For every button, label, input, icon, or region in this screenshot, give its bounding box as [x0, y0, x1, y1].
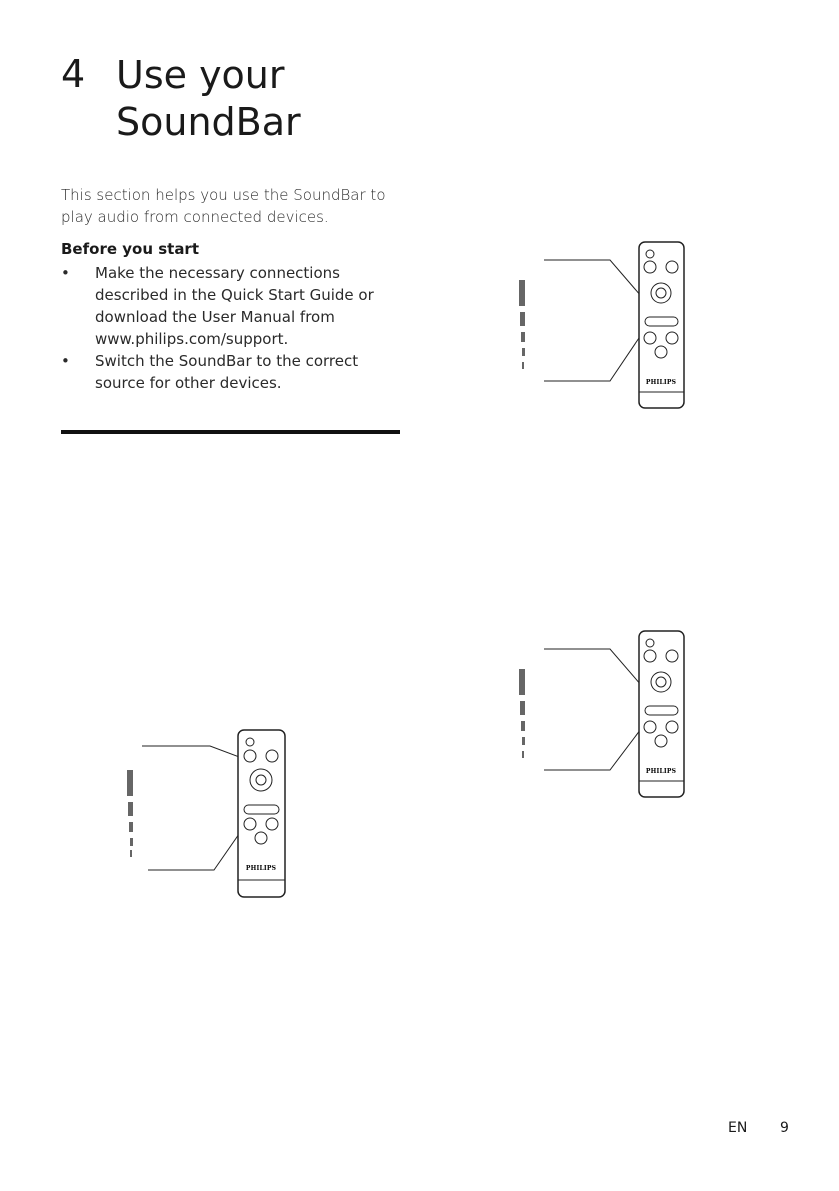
remote-control-icon: [639, 242, 684, 408]
chapter-title: [116, 52, 416, 146]
callout-line: [544, 335, 641, 381]
list-item: [61, 262, 406, 350]
bullet-marker: •: [61, 264, 70, 282]
bullet-marker: •: [61, 352, 70, 370]
remote-brand-label: PHILIPS: [645, 768, 677, 775]
chapter-title-line1: Use your: [116, 53, 285, 97]
signal-dashes-icon: [519, 280, 525, 369]
chapter-number: 4: [61, 52, 86, 96]
remote-brand-label: PHILIPS: [645, 379, 677, 386]
intro-paragraph: This section helps you use the SoundBar to play audio from connected devices.: [61, 186, 386, 226]
remote-brand-label: PHILIPS: [245, 865, 277, 872]
remote-figure-skip: [118, 730, 298, 905]
section-divider: [61, 430, 400, 434]
remote-figure-volume: [510, 238, 690, 413]
footer-language: EN: [728, 1120, 748, 1136]
remote-control-icon: [639, 631, 684, 797]
before-start-heading: Before you start: [61, 240, 200, 258]
chapter-title-line2: SoundBar: [116, 100, 301, 144]
footer-page-number: 9: [780, 1120, 789, 1136]
before-start-list: [61, 262, 406, 394]
signal-dashes-icon: [127, 770, 133, 857]
callout-line: [544, 713, 653, 770]
list-item: [61, 350, 406, 394]
remote-control-icon: [238, 730, 285, 897]
list-item-text: Switch the SoundBar to the correct source for other devices.: [95, 352, 359, 392]
list-item-text: Make the necessary connections described in the Quick Start Guide or download the User Manual from www.philips.com/support.: [95, 264, 374, 348]
signal-dashes-icon: [519, 669, 525, 758]
remote-figure-play: [510, 627, 690, 802]
